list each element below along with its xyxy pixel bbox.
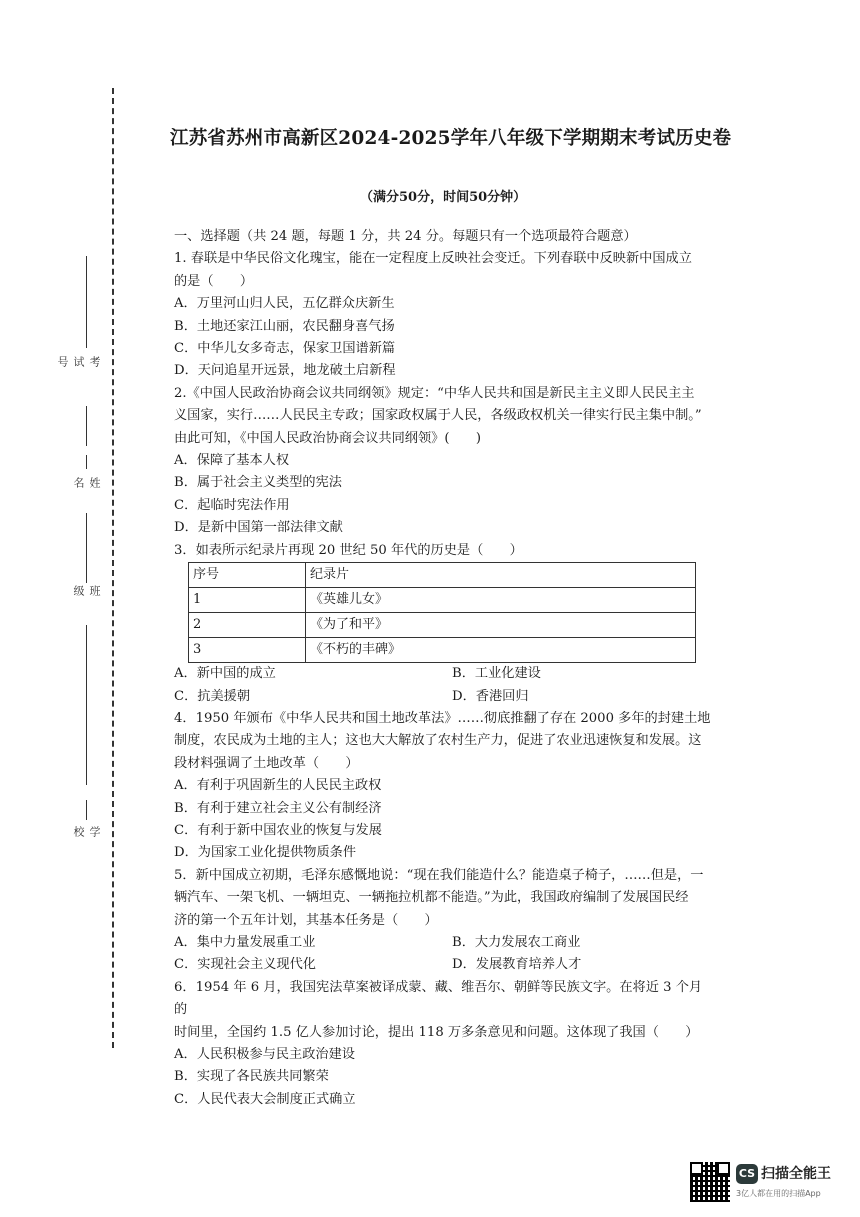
- question-stem-line: 段材料强调了土地改革（ ）: [174, 755, 359, 771]
- table-header-cell: 序号: [189, 563, 306, 588]
- name-line-2: [86, 513, 87, 583]
- question-stem-line: 由此可知，《中国人民政治协商会议共同纲领》( ): [174, 430, 482, 446]
- table-row: [189, 613, 696, 638]
- option-b: B．属于社会主义类型的宪法: [174, 475, 342, 491]
- question-4: [174, 708, 714, 865]
- option-b: B．土地还家江山丽，农民翻身喜气扬: [174, 318, 395, 334]
- scanner-watermark: [690, 1162, 850, 1207]
- option-d: D．发展教育培养人才: [452, 957, 582, 973]
- option-a: A．人民积极参与民主政治建设: [174, 1047, 355, 1062]
- qr-code-icon: [690, 1162, 730, 1202]
- table-cell: 《英雄儿女》: [306, 588, 696, 613]
- option-a: A．有利于巩固新生的人民民主政权: [174, 778, 382, 794]
- exam-number-label: 考试号: [56, 356, 101, 367]
- question-2: [174, 383, 714, 540]
- class-label: 班级: [72, 585, 101, 596]
- option-a: A．集中力量发展重工业: [174, 934, 316, 950]
- table-cell: 《为了和平》: [306, 613, 696, 638]
- option-d: D．为国家工业化提供物质条件: [174, 845, 357, 861]
- question-stem-line: 1. 春联是中华民俗文化瑰宝，能在一定程度上反映社会变迁。下列春联中反映新中国成立: [174, 251, 692, 267]
- question-5: [174, 865, 714, 977]
- option-row: [174, 954, 714, 976]
- binding-dashed-line: [112, 88, 114, 1048]
- brand-tagline: 3亿人都在用的扫描App: [736, 1189, 821, 1198]
- page-subtitle: （满分50分，时间50分钟）: [360, 190, 527, 205]
- option-d: D．天问追星开远景，地龙破土启新程: [174, 363, 396, 379]
- option-c: C．抗美援朝: [174, 688, 251, 704]
- table-header-cell: 纪录片: [306, 563, 696, 588]
- question-stem-line: 时间里，全国约 1.5 亿人参加讨论，提出 118 万多条意见和问题。这体现了我国（ ）: [174, 1024, 699, 1040]
- page-title: 江苏省苏州市高新区2024-2025学年八年级下学期期末考试历史卷: [170, 128, 732, 149]
- question-stem-line: 4．1950 年颁布《中华人民共和国土地改革法》……彻底推翻了存在 2000 多年的封建土地: [174, 710, 711, 726]
- question-stem-line: 6．1954 年 6 月，我国宪法草案被译成蒙、藏、维吾尔、朝鲜等民族文字。在将近 3 个月的: [174, 979, 703, 1018]
- camscanner-logo-icon: CS: [736, 1164, 758, 1184]
- option-row: [174, 663, 714, 685]
- class-line: [86, 625, 87, 785]
- table-cell: 3: [189, 638, 306, 663]
- exam-number-line-2: [86, 406, 87, 446]
- question-stem-line: 义国家，实行……人民民主专政；国家政权属于人民，各级政权机关一律实行民主集中制。”: [174, 408, 702, 424]
- option-b: B．有利于建立社会主义公有制经济: [174, 800, 382, 816]
- option-c: C．起临时宪法作用: [174, 497, 290, 513]
- table-cell: 1: [189, 588, 306, 613]
- documentary-table: [188, 562, 696, 663]
- option-c: C．人民代表大会制度正式确立: [174, 1091, 356, 1107]
- question-stem-line: 2.《中国人民政治协商会议共同纲领》规定：“中华人民共和国是新民主主义即人民民主主: [174, 385, 695, 401]
- name-label: 姓名: [72, 477, 101, 488]
- question-3: [174, 540, 714, 708]
- table-header-row: [189, 563, 696, 588]
- name-line: [86, 455, 87, 469]
- option-a: A．新中国的成立: [174, 666, 276, 682]
- option-b: B．实现了各民族共同繁荣: [174, 1069, 329, 1085]
- question-stem-line: 3．如表所示纪录片再现 20 世纪 50 年代的历史是（ ）: [174, 542, 523, 558]
- option-row: [174, 932, 714, 954]
- table-row: [189, 638, 696, 663]
- table-cell: 2: [189, 613, 306, 638]
- school-label: 学校: [72, 826, 101, 837]
- section-heading: 一、选择题（共 24 题，每题 1 分，共 24 分。每题只有一个选项最符合题意）: [174, 229, 637, 244]
- question-stem-line: 5．新中国成立初期，毛泽东感慨地说：“现在我们能造什么？能造桌子椅子，……但是，一: [174, 867, 704, 883]
- question-stem-line: 济的第一个五年计划，其基本任务是（ ）: [174, 912, 438, 928]
- question-6: [174, 977, 714, 1111]
- school-line: [86, 800, 87, 820]
- option-c: C．中华儿女多奇志，保家卫国谱新篇: [174, 341, 396, 357]
- exam-content: [174, 226, 714, 1111]
- brand-name: 扫描全能王: [761, 1166, 831, 1182]
- option-d: D．香港回归: [452, 688, 529, 704]
- option-row: [174, 686, 714, 708]
- question-stem-line: 制度，农民成为土地的主人；这也大大解放了农村生产力，促进了农业迅速恢复和发展。这: [174, 733, 702, 749]
- option-c: C．实现社会主义现代化: [174, 957, 316, 973]
- question-1: [174, 248, 714, 382]
- option-a: A．保障了基本人权: [174, 453, 290, 469]
- option-a: A．万里河山归人民，五亿群众庆新生: [174, 296, 395, 312]
- option-c: C．有利于新中国农业的恢复与发展: [174, 822, 382, 838]
- question-stem-line: 辆汽车、一架飞机、一辆坦克、一辆拖拉机都不能造。”为此，我国政府编制了发展国民经: [174, 890, 689, 906]
- option-b: B．大力发展农工商业: [452, 934, 581, 950]
- exam-number-line: [86, 256, 87, 348]
- table-cell: 《不朽的丰碑》: [306, 638, 696, 663]
- option-d: D．是新中国第一部法律文献: [174, 520, 343, 536]
- table-row: [189, 588, 696, 613]
- option-b: B．工业化建设: [452, 666, 541, 682]
- question-stem-line: 的是（ ）: [174, 273, 254, 289]
